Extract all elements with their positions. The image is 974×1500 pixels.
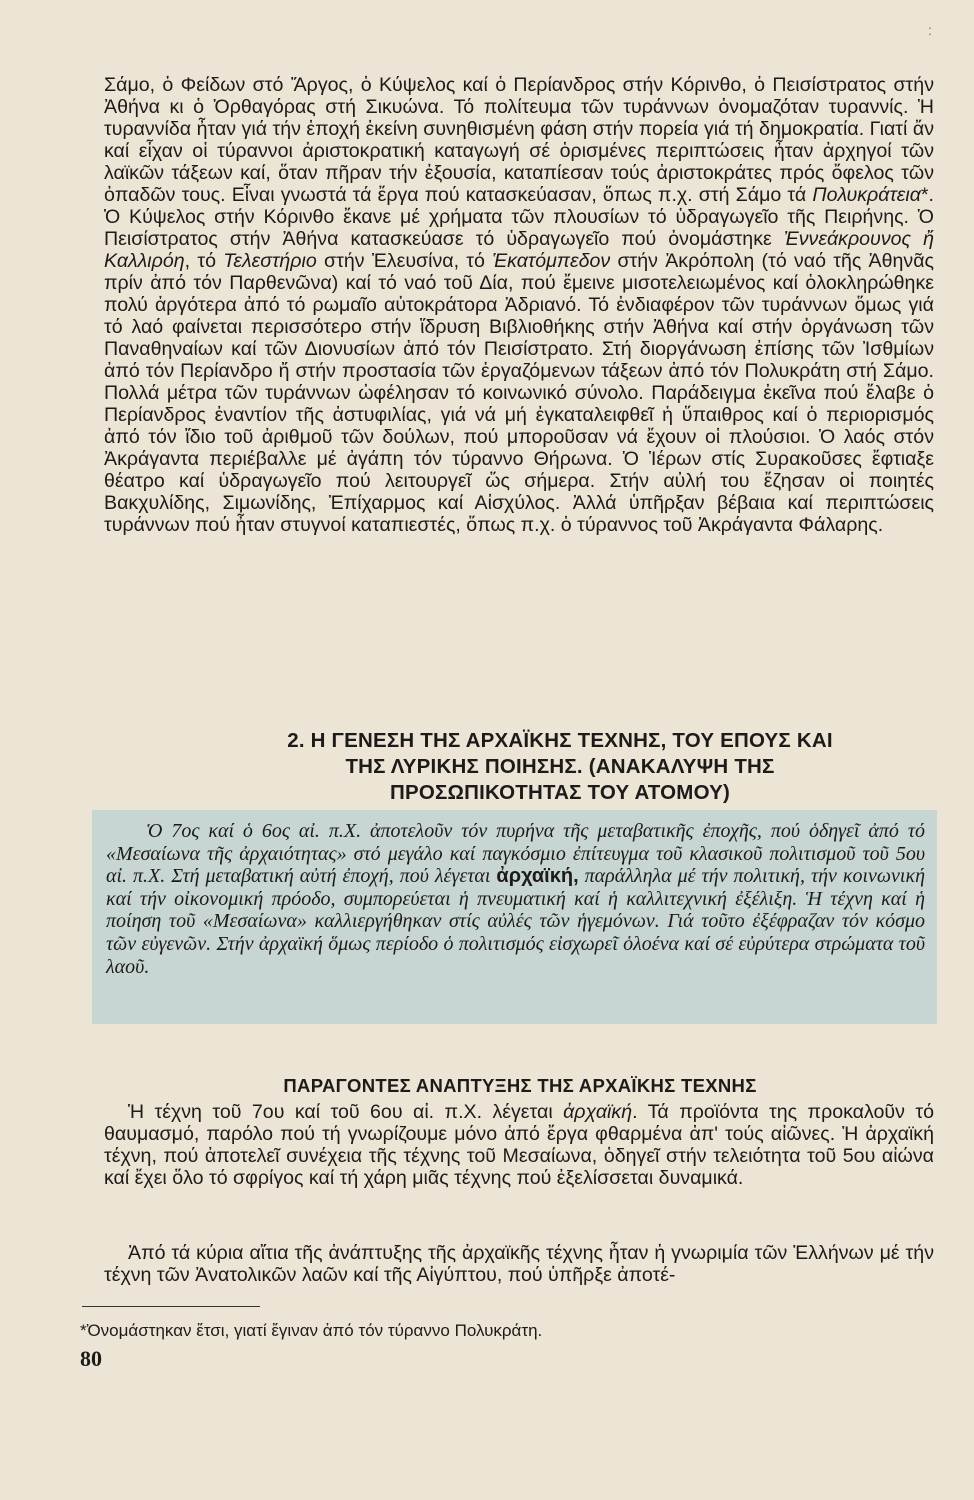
intro-text-2: *. Ὁ Κύψελος στήν Κόρινθο ἔκανε μέ χρήματα τῶν πλουσίων τό ὑδραγωγεῖο τῆς Πειρήνης. Ὁ Πεισίστρατος στήν Ἀθήνα κατασκεύασε τό ὑδραγωγεῖο πού ὀνομάστηκε [104, 184, 934, 250]
page-number: 80 [80, 1346, 102, 1371]
intro-text-3: , τό [184, 250, 216, 272]
intro-italic-enneakrounos: Ἐννεάκρουνος ἤ Καλλιρόη [104, 228, 934, 272]
intro-italic-telestirio: Τελεστήριο [223, 250, 317, 272]
summary-box [92, 810, 937, 1024]
section-heading-line-1: 2. Η ΓΕΝΕΣΗ ΤΗΣ ΑΡΧΑΪΚΗΣ ΤΕΧΝΗΣ, ΤΟΥ ΕΠΟΥΣ ΚΑΙ [287, 729, 833, 752]
intro-italic-polykrateia: Πολυκράτεια [812, 184, 921, 206]
intro-text-4: στήν Ἐλευσίνα, τό [324, 250, 485, 272]
subheading: ΠΑΡΑΓΟΝΤΕΣ ΑΝΑΠΤΥΞΗΣ ΤΗΣ ΑΡΧΑΪΚΗΣ ΤΕΧΝΗΣ [283, 1075, 757, 1096]
archaic-italic-term: ἀρχαϊκή [563, 1101, 633, 1123]
section-heading [230, 728, 890, 806]
footnote: *Ὀνομάστηκαν ἔτσι, γιατί ἔγιναν ἀπό τόν τύραννο Πολυκράτη. [80, 1321, 543, 1340]
archaic-text-1b: . Τά προϊόντα της προκαλοῦν τό θαυμασμό, παρόλο πού τή γνωρίζουμε μόνο ἀπό ἔργα φθαρμένα ἀπ' τούς αἰῶνες. Ἡ ἀρχαϊκή τέχνη, πού ἀποτελεῖ συνέχεια τῆς τέχνης τοῦ Μεσαίωνα, ὁδηγεῖ στήν τελειότητα τοῦ 5ου αἰώνα καί ἔχει ὅλο τό σφρίγος καί τή χάρη μιᾶς τέχνης πού ἐξελίσσεται δυναμικά. [104, 1101, 934, 1189]
footnote-divider [82, 1306, 260, 1307]
section-heading-line-2: ΤΗΣ ΛΥΡΙΚΗΣ ΠΟΙΗΣΗΣ. (ΑΝΑΚΑΛΥΨΗ ΤΗΣ [345, 755, 775, 778]
archaic-paragraph-2: Ἀπό τά κύρια αἴτια τῆς ἀνάπτυξης τῆς ἀρχαϊκῆς τέχνης ἦταν ἡ γνωριμία τῶν Ἑλλήνων μέ τήν τέχνη τῶν Ἀνατολικῶν λαῶν καί τῆς Αἰγύπτου, πού ὑπῆρξε ἀποτέ- [104, 1242, 934, 1286]
archaic-text-1a: Ἡ τέχνη τοῦ 7ου καί τοῦ 6ου αἰ. π.Χ. λέγεται [128, 1101, 553, 1123]
archaic-paragraph-1 [104, 1101, 934, 1189]
summary-text-2: παράλληλα μέ τήν πολιτική, τήν κοινωνική καί τήν οἰκονομική πρόοδο, συμπορεύεται ἡ πνευματική καί ἡ καλλιτεχνική ἐξέλιξη. Ἡ τέχνη καί ἡ ποίηση τοῦ «Μεσαίωνα» καλλιεργήθηκαν στίς αὐλές τῶν ἡγεμόνων. Γιά τοῦτο ἐξέφραζαν τόν κόσμο τῶν εὐγενῶν. Στήν ἀρχαϊκή ὅμως περίοδο ὁ πολιτισμός εἰσχωρεῖ ὁλοένα καί σέ εὐρύτερα στρώματα τοῦ λαοῦ. [106, 865, 925, 978]
intro-text-5: στήν Ἀκρόπολη (τό ναό τῆς Ἀθηνᾶς πρίν ἀπό τόν Παρθενῶνα) καί τό ναό τοῦ Δία, πού ἔμεινε μισοτελειωμένος καί ὁλοκληρώθηκε πολύ ἀργότερα ἀπό τό ρωμαῖο αὐτοκράτορα Ἀδριανό. Τό ἐνδιαφέρον τῶν τυράννων ὅμως γιά τό λαό φαίνεται περισσότερο στήν ἵδρυση Βιβλιοθήκης στήν Ἀθήνα καί στήν ὀργάνωση τῶν Παναθηναίων καί τῶν Διονυσίων ἀπό τόν Πεισίστρατο. Στή διοργάνωση ἐπίσης τῶν Ἰσθμίων ἀπό τόν Περίανδρο ἤ στήν προστασία τῶν ἐργαζόμενων τάξεων ἀπό τόν Πολυκράτη στή Σάμο. Πολλά μέτρα τῶν τυράννων ὠφέλησαν τό κοινωνικό σύνολο. Παράδειγμα ἐκεῖνα πού ἔλαβε ὁ Περίανδρος ἐναντίον τῆς ἀστυφιλίας, γιά νά μή ἐγκαταλειφθεῖ ἡ ὕπαιθρος καί ὁ περιορισμός ἀπό τόν ἴδιο τοῦ ἀριθμοῦ τῶν δούλων, πού μποροῦσαν νά ἔχουν οἱ πλούσιοι. Ὁ λαός στόν Ἀκράγαντα περιέβαλλε μέ ἀγάπη τόν τύραννο Θήρωνα. Ὁ Ἱέρων στίς Συρακοῦσες ἔφτιαξε θέατρο καί ὑδραγωγεῖο πού λειτουργεῖ ὥς σήμερα. Στήν αὐλή του ἔζησαν οἱ ποιητές Βακχυλίδης, Σιμωνίδης, Ἐπίχαρμος καί Αἰσχύλος. Ἀλλά ὑπῆρξαν βέβαια καί περιπτώσεις τυράννων πού ἦταν στυγνοί καταπιεστές, ὅπως π.χ. ὁ τύραννος τοῦ Ἀκράγαντα Φάλαρης. [104, 250, 934, 536]
intro-text-1: Σάμο, ὁ Φείδων στό Ἄργος, ὁ Κύψελος καί ὁ Περίανδρος στήν Κόρινθο, ὁ Πεισίστρατος στήν Ἀθήνα κι ὁ Ὀρθαγόρας στή Σικυώνα. Τό πολίτευμα τῶν τυράννων ὀνομαζόταν τυραννίς. Ἡ τυραννίδα ἦταν γιά τήν ἐποχή ἐκείνη συνηθισμένη φάση στήν πορεία γιά τή δημοκρατία. Γιατί ἄν καί εἶχαν οἱ τύραννοι ἀριστοκρατική καταγωγή σέ ὁρισμένες περιπτώσεις ἦταν ἀρχηγοί τῶν λαϊκῶν τάξεων καί, ὅταν πῆραν τήν ἐξουσία, καταπίεσαν τούς ἀριστοκράτες πρός ὄφελος τῶν ὀπαδῶν τους. Εἶναι γνωστά τά ἔργα πού κατασκεύασαν, ὅπως π.χ. στή Σάμο τά [104, 74, 934, 206]
section-heading-line-3: ΠΡΟΣΩΠΙΚΟΤΗΤΑΣ ΤΟΥ ΑΤΟΜΟΥ) [389, 781, 731, 804]
summary-text-1: Ὁ 7ος καί ὁ 6ος αἰ. π.Χ. ἀποτελοῦν τόν πυρήνα τῆς μεταβατικῆς ἐποχῆς, πού ὁδηγεῖ ἀπό τό «Μεσαίωνα τῆς ἀρχαιότητας» στό μεγάλο καί παγκόσμιο ἐπίτευγμα τοῦ κλασικοῦ πολιτισμοῦ τοῦ 5ου αἰ. π.Χ. Στή μεταβατική αὐτή ἐποχή, πού λέγεται [106, 820, 925, 888]
intro-paragraph [104, 74, 934, 536]
summary-bold-term: ἀρχαϊκή, [496, 865, 579, 888]
margin-mark: : [928, 22, 932, 38]
intro-italic-ekatompedon: Ἑκατόμπεδον [492, 250, 611, 272]
summary-paragraph [106, 820, 925, 978]
